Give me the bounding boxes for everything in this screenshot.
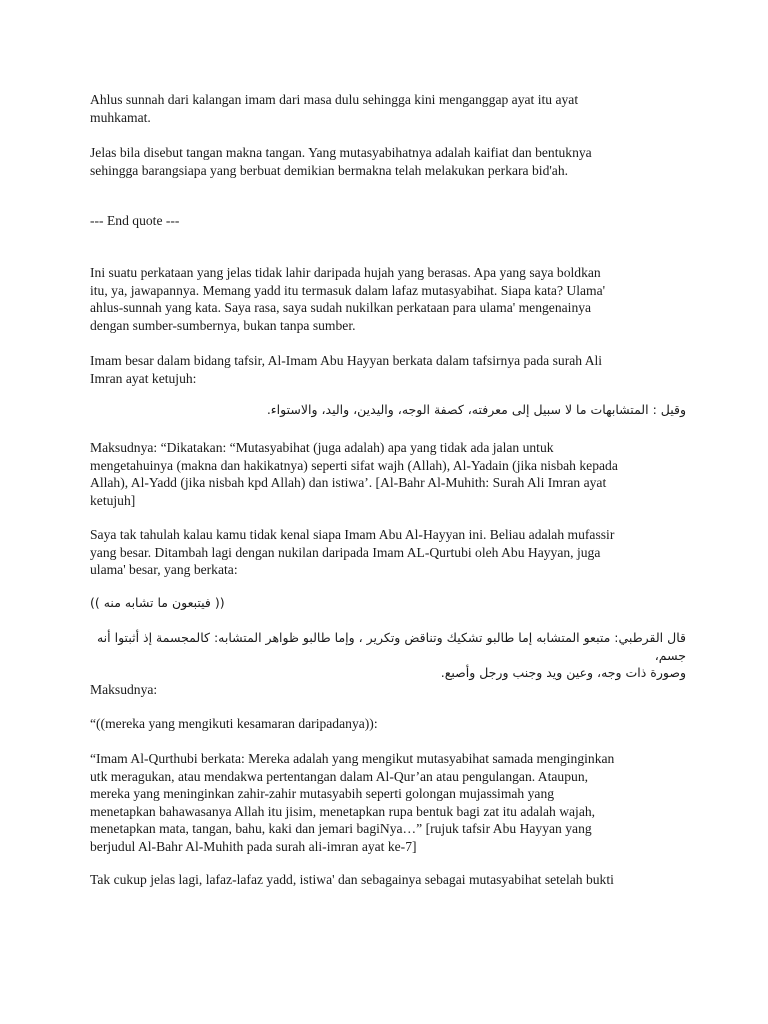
paragraph-saya-tak-tahulah: Saya tak tahulah kalau kamu tidak kenal siapa Imam Abu Al-Hayyan ini. Beliau adalah mufassir yang besar. Ditambah lagi dengan nukilan daripada Imam AL-Qurtubi oleh Abu Hayyan, juga ulama' besar, yang berkata:	[90, 527, 615, 577]
paragraph-maksudnya-1: Maksudnya: “Dikatakan: “Mutasyabihat (juga adalah) apa yang tidak ada jalan untuk mengetahuinya (makna dan hakikatnya) seperti sifat wajh (Allah), Al-Yadain (jika nisbah kepada Allah), Al-Yadd (jika nisbah kpd Allah) dan istiwa’. [Al-Bahr Al-Muhith: Surah Ali Imran ayat ketujuh]	[90, 440, 618, 508]
paragraph-jelas-bila: Jelas bila disebut tangan makna tangan. Yang mutasyabihatnya adalah kaifiat dan bentuknya sehingga barangsiapa yang berbuat demikian bermakna telah melakukan perkara bid'ah.	[90, 145, 592, 178]
arabic-quote-abu-hayyan: وقيل : المتشابهات ما لا سبيل إلى معرفته، كصفة الوجه، واليدين، واليد، والاستواء.	[266, 402, 686, 417]
end-quote-marker: --- End quote ---	[90, 213, 180, 228]
paragraph-maksudnya-2: Maksudnya:	[90, 682, 158, 697]
paragraph-tak-cukup: Tak cukup jelas lagi, lafaz-lafaz yadd, istiwa' dan sebagainya sebagai mutasyabihat setelah bukti	[90, 872, 614, 887]
paragraph-ini-suatu: Ini suatu perkataan yang jelas tidak lahir daripada hujah yang berasas. Apa yang saya boldkan itu, ya, jawapannya. Memang yadd itu termasuk dalam lafaz mutasyabihat. Siapa kata? Ulama' ahlus-sunnah yang kata. Saya rasa, saya sudah nukilkan perkataan para ulama' mengenainya dengan sumber-sumbernya, bukan tanpa sumber.	[90, 265, 606, 333]
paragraph-ahlus-sunnah: Ahlus sunnah dari kalangan imam dari masa dulu sehingga kini menganggap ayat itu ayat muhkamat.	[90, 92, 579, 125]
arabic-quote-qurtubi: قال القرطبي: متبعو المتشابه إما طالبو تشكيك وتناقض وتكرير ، وإما طالبو ظواهر المتشابه: كالمجسمة إذ أثبتوا أنه جسم، وصورة ذات وجه، وعين ويد وجنب ورجل وأصبع.	[96, 630, 686, 680]
arabic-verse-fragment: (( فيتبعون ما تشابه منه ))	[90, 595, 225, 610]
paragraph-imam-qurthubi: “Imam Al-Qurthubi berkata: Mereka adalah yang mengikut mutasyabihat samada menginginkan utk meragukan, atau mendakwa pertentangan dalam Al-Qur’an atau pengulangan. Ataupun, mereka yang meninginkan zahir-zahir mutasyabih seperti golongan mujassimah yang menetapkan bahawasanya Allah itu jisim, menetapkan rupa bentuk bagi zat itu adalah wajah, menetapkan mata, tangan, bahu, kaki dan jemari bagiNya…” [rujuk tafsir Abu Hayyan yang berjudul Al-Bahr Al-Muhith pada surah ali-imran ayat ke-7]	[90, 751, 615, 854]
paragraph-imam-besar: Imam besar dalam bidang tafsir, Al-Imam Abu Hayyan berkata dalam tafsirnya pada surah Ali Imran ayat ketujuh:	[90, 353, 603, 386]
paragraph-translation-verse: “((mereka yang mengikuti kesamaran daripadanya)):	[90, 716, 378, 731]
